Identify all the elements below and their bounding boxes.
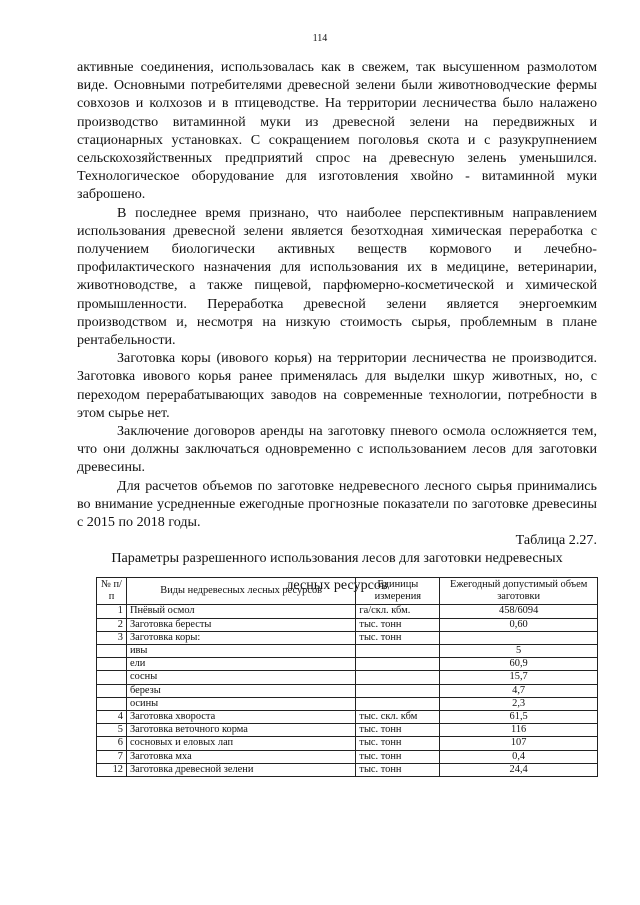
table-number: Таблица 2.27. (515, 532, 597, 549)
cell-name: Заготовка бересты (126, 618, 355, 631)
header-unit: Единицы измерения (356, 578, 440, 605)
cell-num: 12 (97, 763, 127, 776)
cell-unit (356, 671, 440, 684)
cell-volume: 2,3 (440, 697, 598, 710)
table-row (97, 658, 598, 671)
cell-unit (356, 684, 440, 697)
table-row (97, 750, 598, 763)
cell-num: 3 (97, 631, 127, 644)
table-body (97, 605, 598, 777)
table-row (97, 724, 598, 737)
cell-volume: 0,60 (440, 618, 598, 631)
cell-name: Заготовка веточного корма (126, 724, 355, 737)
cell-num: 5 (97, 724, 127, 737)
cell-unit: тыс. тонн (356, 737, 440, 750)
cell-unit (356, 658, 440, 671)
table-row (97, 697, 598, 710)
paragraph-2: В последнее время признано, что наиболее перспективным направлением использования древесной зелени является безотходная химическая переработка с получением биологически активных веществ кормового и лечебно-профилактического назначения для использования их в медицине, ветеринарии, животноводстве, а также пищевой, парфюмерно-косметической и химической промышленности. Переработка древесной зелени является энергоемким производством и, несмотря на низкую стоимость сырья, проблемным в плане рентабельности. (77, 204, 597, 349)
paragraph-3: Заготовка коры (ивового корья) на территории лесничества не производится. Заготовка ивового корья ранее применялась для выделки шкур животных, но, с переходом перерабатывающих заводов на современные технологии, потребности в этом сырье нет. (77, 350, 597, 421)
table-header-row (97, 578, 598, 605)
cell-volume: 61,5 (440, 711, 598, 724)
cell-unit: тыс. скл. кбм (356, 711, 440, 724)
cell-name: ивы (126, 645, 355, 658)
cell-num: 2 (97, 618, 127, 631)
header-name: Виды недревесных лесных ресурсов (126, 578, 355, 605)
cell-unit: га/скл. кбм. (356, 605, 440, 618)
cell-num (97, 684, 127, 697)
cell-name: Заготовка древесной зелени (126, 763, 355, 776)
cell-volume (440, 631, 598, 644)
cell-num (97, 697, 127, 710)
header-volume: Ежегодный допустимый объем заготовки (440, 578, 598, 605)
document-body (77, 58, 597, 594)
table-row (97, 711, 598, 724)
cell-volume: 24,4 (440, 763, 598, 776)
table-row (97, 737, 598, 750)
cell-unit: тыс. тонн (356, 631, 440, 644)
page-number: 114 (312, 33, 328, 44)
cell-volume: 107 (440, 737, 598, 750)
cell-unit: тыс. тонн (356, 763, 440, 776)
table-row (97, 671, 598, 684)
cell-volume: 0,4 (440, 750, 598, 763)
cell-volume: 116 (440, 724, 598, 737)
table-row (97, 605, 598, 618)
cell-num: 7 (97, 750, 127, 763)
cell-unit (356, 645, 440, 658)
header-num: № п/п (97, 578, 127, 605)
table-caption-line2: лесных ресурсов (286, 576, 388, 593)
cell-volume: 15,7 (440, 671, 598, 684)
table-row (97, 645, 598, 658)
cell-num (97, 645, 127, 658)
table-caption-line1: Параметры разрешенного использования лесов для заготовки недревесных (111, 550, 563, 567)
cell-volume: 4,7 (440, 684, 598, 697)
table-row (97, 763, 598, 776)
table-row (97, 684, 598, 697)
cell-unit (356, 697, 440, 710)
cell-unit: тыс. тонн (356, 750, 440, 763)
cell-num (97, 658, 127, 671)
table-row (97, 618, 598, 631)
cell-name: Пнёвый осмол (126, 605, 355, 618)
cell-name: сосновых и еловых лап (126, 737, 355, 750)
cell-num: 1 (97, 605, 127, 618)
cell-num (97, 671, 127, 684)
table-row (97, 631, 598, 644)
cell-num: 6 (97, 737, 127, 750)
cell-unit: тыс. тонн (356, 724, 440, 737)
paragraph-1: активные соединения, использовалась как в свежем, так высушенном размолотом виде. Основными потребителями древесной зелени были животноводческие фермы совхозов и колхозов и в птицеводстве. На территории лесничества было налажено производство витаминной муки из древесной зелени на передвижных и стационарных установках. С сокращением поголовья скота и с разукрупнением сельскохозяйственных предприятий спрос на древесную зелень уменьшился. Технологическое оборудование для изготовления хвойно - витаминной муки заброшено. (77, 59, 597, 203)
cell-num: 4 (97, 711, 127, 724)
cell-name: Заготовка мха (126, 750, 355, 763)
cell-volume: 458/6094 (440, 605, 598, 618)
resources-table (96, 577, 598, 777)
cell-name: сосны (126, 671, 355, 684)
cell-unit: тыс. тонн (356, 618, 440, 631)
cell-volume: 5 (440, 645, 598, 658)
paragraph-5: Для расчетов объемов по заготовке недревесного лесного сырья принимались во внимание усредненные ежегодные прогнозные показатели по заготовке древесины с 2015 по 2018 годы. (77, 477, 597, 531)
cell-volume: 60,9 (440, 658, 598, 671)
cell-name: ели (126, 658, 355, 671)
cell-name: осины (126, 697, 355, 710)
paragraph-4: Заключение договоров аренды на заготовку пневого осмола осложняется тем, что они должны заключаться одновременно с использованием лесов для заготовки древесины. (77, 423, 597, 476)
cell-name: Заготовка коры: (126, 631, 355, 644)
cell-name: Заготовка хвороста (126, 711, 355, 724)
cell-name: березы (126, 684, 355, 697)
